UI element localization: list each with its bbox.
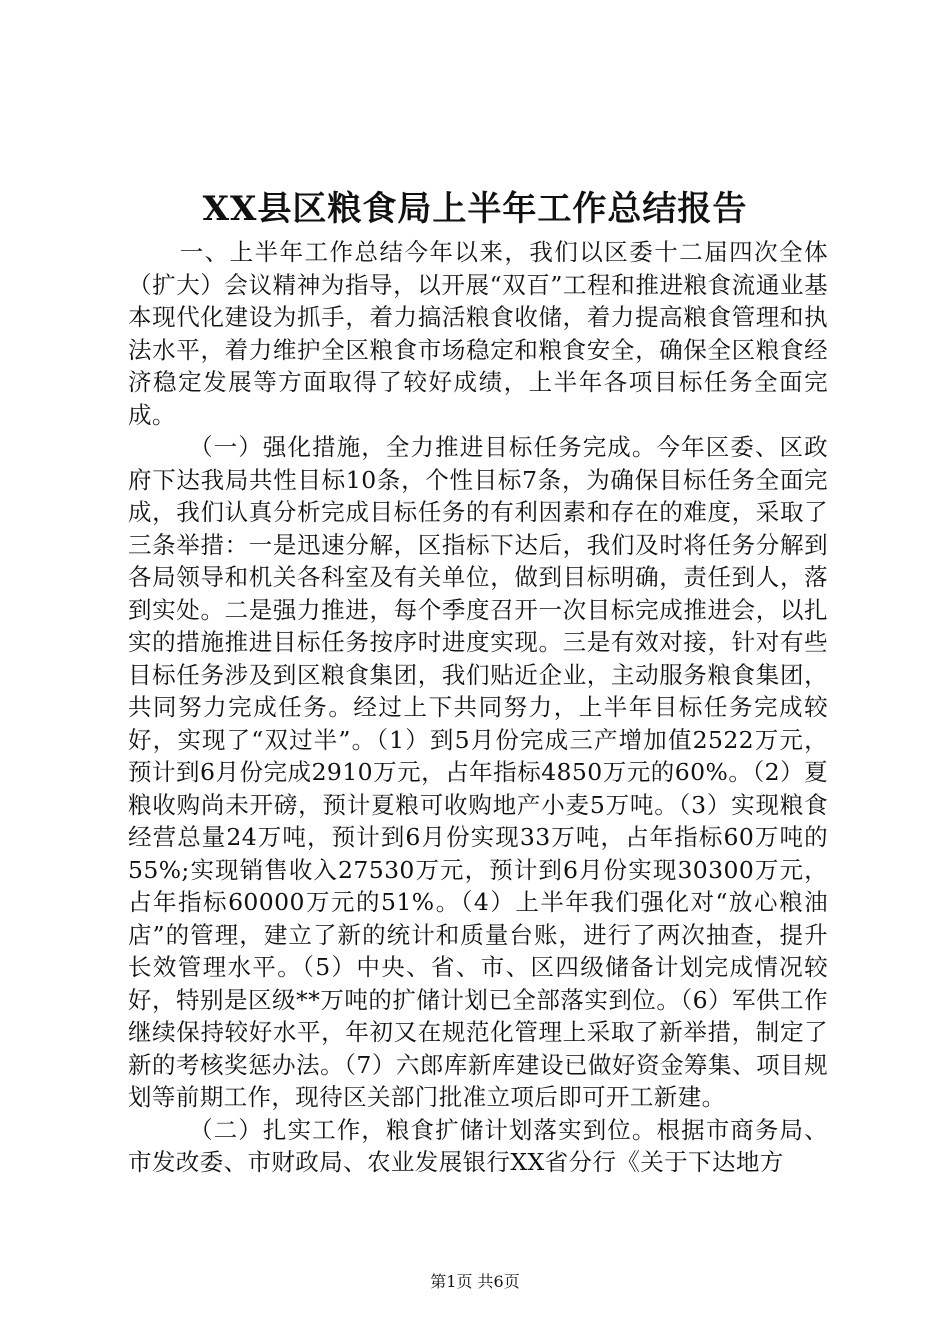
paragraph-measures: （一）强化措施，全力推进目标任务完成。今年区委、区政府下达我局共性目标10条，个性目标7条，为确保目标任务全面完成，我们认真分析完成目标任务的有利因素和存在的难度，采取了三条举措：一是迅速分解，区指标下达后，我们及时将任务分解到各局领导和机关各科室及有关单位，做到目标明确，责任到人，落到实处。二是强力推进，每个季度召开一次目标完成推进会，以扎实的措施推进目标任务按序时进度实现。三是有效对接，针对有些目标任务涉及到区粮食集团，我们贴近企业，主动服务粮食集团，共同努力完成任务。经过上下共同努力，上半年目标任务完成较好，实现了“双过半”。（1）到5月份完成三产增加值2522万元，预计到6月份完成2910万元，占年指标4850万元的60%。（2）夏粮收购尚未开磅，预计夏粮可收购地产小麦5万吨。（3）实现粮食经营总量24万吨，预计到6月份实现33万吨，占年指标60万吨的55%;实现销售收入27530万元，预计到6月份实现30300万元，占年指标60000万元的51%。（4）上半年我们强化对“放心粮油店”的管理，建立了新的统计和质量台账，进行了两次抽查，提升长效管理水平。（5）中央、省、市、区四级储备计划完成情况较好，特别是区级**万吨的扩储计划已全部落实到位。（6）军供工作继续保持较好水平，年初又在规范化管理上采取了新举措，制定了新的考核奖惩办法。（7）六郎库新库建设已做好资金筹集、项目规划等前期工作，现待区关部门批准立项后即可开工新建。 [128,433,828,1111]
document-title: XX县区粮食局上半年工作总结报告 [202,189,748,229]
paragraph-summary: 一、上半年工作总结今年以来，我们以区委十二届四次全体（扩大）会议精神为指导，以开展“双百”工程和推进粮食流通业基本现代化建设为抓手，着力搞活粮食收储，着力提高粮食管理和执法水平，着力维护全区粮食市场稳定和粮食安全，确保全区粮食经济稳定发展等方面取得了较好成绩，上半年各项目标任务全面完成。 [128,238,828,429]
paragraph-reserve-plan: （二）扎实工作，粮食扩储计划落实到位。根据市商务局、市发改委、市财政局、农业发展银行XX省分行《关于下达地方 [128,1115,828,1176]
page-number: 第1页 共6页 [430,1272,520,1291]
document-body [128,236,828,1179]
